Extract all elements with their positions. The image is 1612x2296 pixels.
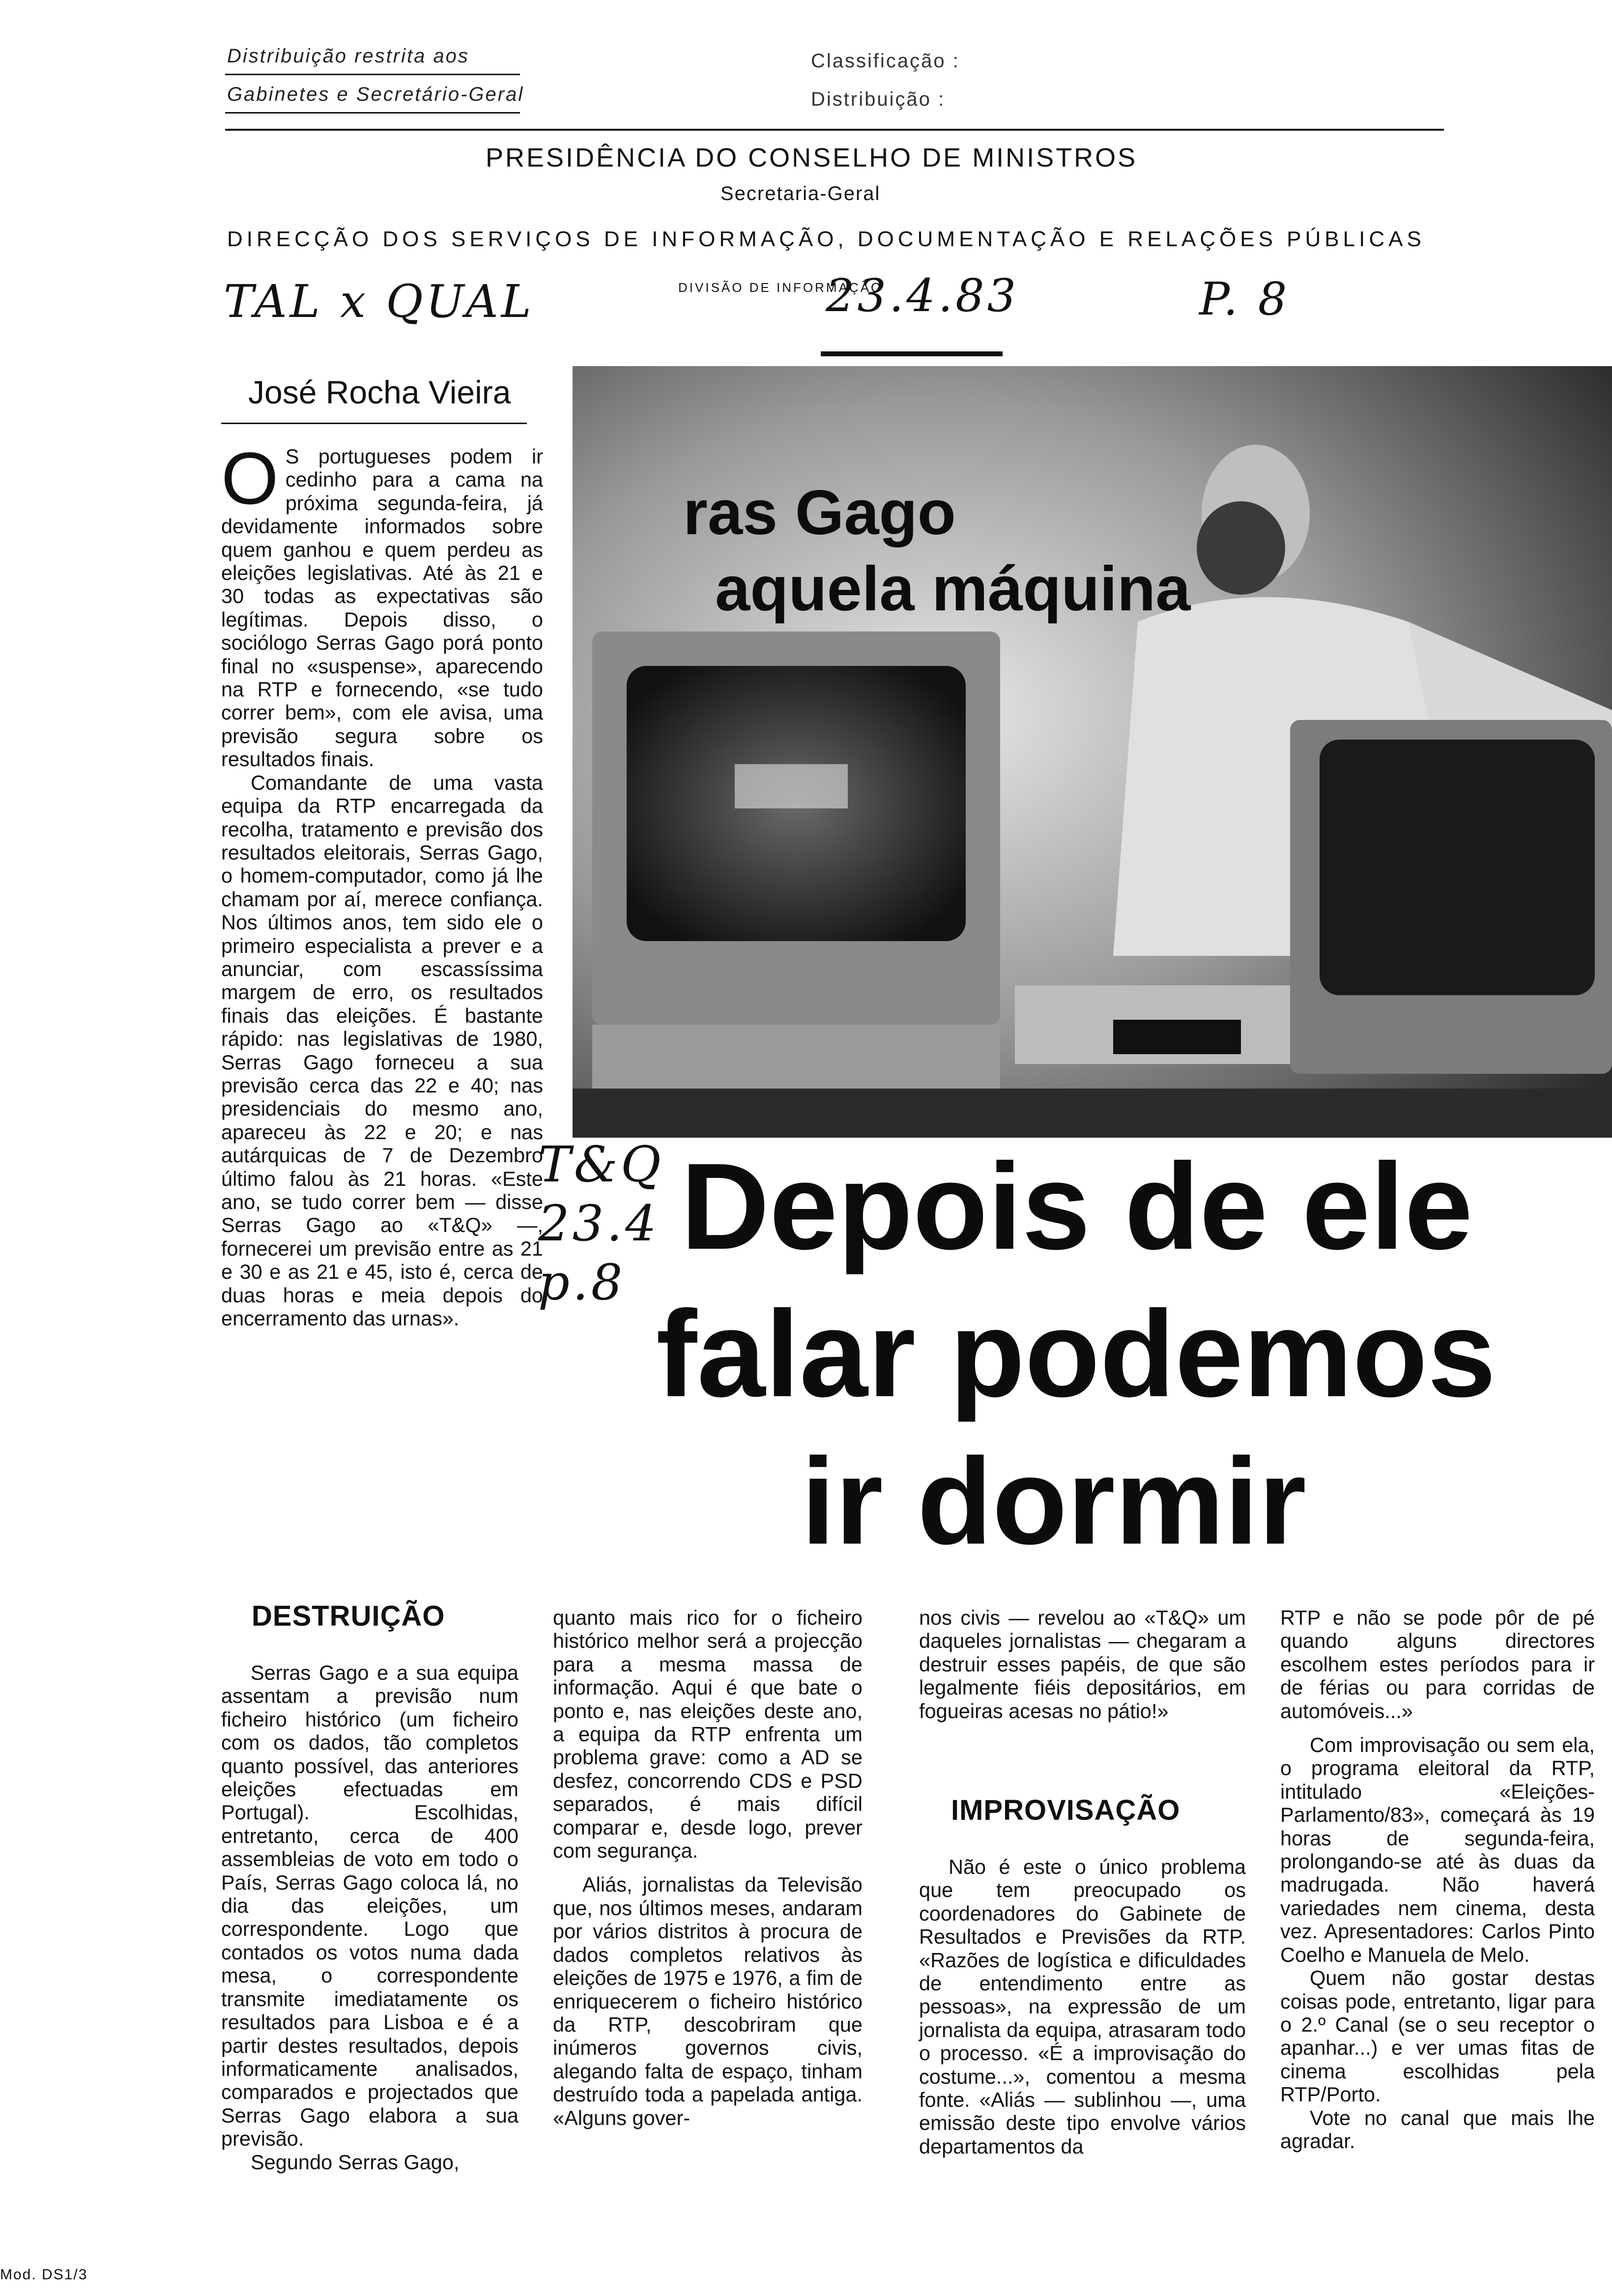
col4-paragraph-4: Vote no canal que mais lhe agradar. xyxy=(1280,2106,1595,2152)
headline-line-2: falar podemos xyxy=(656,1285,1496,1422)
handwritten-source: TAL x QUAL xyxy=(224,275,534,328)
photo-headline-line2: aquela máquina xyxy=(715,554,1191,624)
col1-paragraph-1: S portugueses podem ir cedinho para a cama na próxima segunda-feira, já devidamente informados sobre quem ganhou e quem perdeu as eleições legislativas. Até às 21 e 30 todas as expectativas são legítimas. Depois disso, o sociólogo Serras Gago porá ponto final no «suspense», aparecendo na RTP e fornecendo, «se tudo correr bem», com ele avisa, uma previsão segura sobre os resultados finais. xyxy=(221,445,543,771)
ministry-title: PRESIDÊNCIA DO CONSELHO DE MINISTROS xyxy=(486,143,1138,172)
col2-paragraph-2: Aliás, jornalistas da Televisão que, nos últimos meses, andaram por vários distritos à procura de dados completos relativos às eleições de 1975 e 1976, a fim de enriquecerem o ficheiro histórico da RTP, descobriram que inúmeros governos civis, alegando falta de espaço, tinham destruído toda a papelada antiga. «Alguns gover- xyxy=(553,1873,863,2129)
subhead-improvisacao: IMPROVISAÇÃO xyxy=(951,1794,1180,1826)
author-byline: José Rocha Vieira xyxy=(248,374,511,410)
article-column-1 xyxy=(221,437,543,1330)
article-photo xyxy=(573,366,1612,1138)
handwritten-date: 23.4.83 xyxy=(826,269,1019,322)
handwritten-date-underline xyxy=(821,351,1003,356)
handwritten-margin-note: T&Q 23.4 p.8 xyxy=(538,1136,664,1311)
col4-paragraph-1: RTP e não se pode pôr de pé quando alguns directores escolhem estes períodos para ir de férias ou para corridas de automóveis...» xyxy=(1280,1606,1595,1722)
classification-label: Classificação : xyxy=(811,50,960,72)
drop-cap: O xyxy=(221,437,279,519)
secretariat-label: Secretaria-Geral xyxy=(720,183,881,204)
article-column-1-continued xyxy=(221,1661,518,2174)
col3-paragraph-2: Não é este o único problema que tem preocupado os coordenadores do Gabinete de Resultados e Previsões da RTP. «Razões de logística e dificuldades de entendimento entre as pessoas», na expressão de um jornalista da equipa, atrasaram todo o processo. «É a improvisação do costume...», comentou a mesma fonte. «Aliás — sublinhou —, uma emissão deste tipo envolve vários departamentos da xyxy=(919,1855,1246,2158)
restricted-distribution-line1: Distribuição restrita aos xyxy=(227,45,469,67)
distribution-label: Distribuição : xyxy=(811,88,946,110)
col1-paragraph-3: Serras Gago e a sua equipa assentam a previsão num ficheiro histórico (um ficheiro com os dados, tão completos quanto possível, das anteriores eleições efectuadas em Portugal). Escolhidas, entretanto, cerca de 400 assembleias de voto em todo o País, Serras Gago coloca lá, no dia das eleições, um correspondente. Logo que contados os votos numa dada mesa, o correspondente transmite imediatamente os resultados para Lisboa e é a partir destes resultados, depois informaticamente analisados, comparados e projectados que Serras Gago elabora a sua previsão. xyxy=(221,1661,518,2151)
byline-rule xyxy=(221,423,527,424)
header-underline-1 xyxy=(225,74,520,75)
photo-headline-line1: ras Gago xyxy=(683,478,956,548)
restricted-distribution-line2: Gabinetes e Secretário-Geral xyxy=(227,84,524,105)
col3-paragraph-1: nos civis — revelou ao «T&Q» um daqueles jornalistas — chegaram a destruir esses papéis, de que são legalmente fiéis depositários, em fogueiras acesas no pátio!» xyxy=(919,1606,1246,1722)
article-column-2 xyxy=(553,1606,863,2129)
directorate-label: DIRECÇÃO DOS SERVIÇOS DE INFORMAÇÃO, DOCUMENTAÇÃO E RELAÇÕES PÚBLICAS xyxy=(227,227,1425,251)
division-label: DIVISÃO DE INFORMAÇÃO xyxy=(678,280,883,295)
article-column-4 xyxy=(1280,1606,1595,2152)
col4-paragraph-2: Com improvisação ou sem ela, o programa eleitoral da RTP, intitulado «Eleições-Parlamento/83», começará às 19 horas de segunda-feira, prolongando-se até às duas da madrugada. Não haverá variedades nem cinema, desta vez. Apresentadores: Carlos Pinto Coelho e Manuela de Melo. xyxy=(1280,1733,1595,1966)
headline-line-1: Depois de ele xyxy=(681,1138,1473,1275)
subhead-destruicao: DESTRUIÇÃO xyxy=(252,1600,445,1632)
col2-paragraph-1: quanto mais rico for o ficheiro histórico melhor será a projecção para a mesma massa de informação. Aqui é que bate o ponto e, nas eleições deste ano, a equipa da RTP enfrenta um problema grave: como a AD se desfez, concorrendo CDS e PSD separados, é mais difícil comparar e, desde logo, prever com segurança. xyxy=(553,1606,863,1863)
handwritten-page: P. 8 xyxy=(1199,273,1290,325)
header-underline-2 xyxy=(225,112,520,114)
col4-paragraph-3: Quem não gostar destas coisas pode, entretanto, ligar para o 2.º Canal (se o seu receptor o apanhar...) e ver umas fitas de cinema escolhidas pela RTP/Porto. xyxy=(1280,1966,1595,2106)
col1-paragraph-2: Comandante de uma vasta equipa da RTP encarregada da recolha, tratamento e previsão dos resultados eleitorais, Serras Gago, o homem-computador, como já lhe chamam por aí, merece confiança. Nos últimos anos, tem sido ele o primeiro especialista a prever e a anunciar, com escassíssima margem de erro, os resultados finais das eleições. É bastante rápido: nas legislativas de 1980, Serras Gago forneceu a sua previsão cerca das 22 e 40; nas presidenciais do mesmo ano, apareceu às 22 e 20; e nas autárquicas de 7 de Dezembro último falou às 21 horas. «Este ano, se tudo correr bem — disse Serras Gago ao «T&Q» —, fornecerei um previsão entre as 21 e 30 e as 21 e 45, isto é, cerca de duas horas e meia depois do encerramento das urnas». xyxy=(221,771,543,1330)
article-column-3 xyxy=(919,1606,1246,1722)
col1-paragraph-4: Segundo Serras Gago, xyxy=(251,2150,460,2174)
header-rule xyxy=(225,129,1444,131)
headline-line-3: ir dormir xyxy=(801,1433,1306,1570)
article-column-3-continued xyxy=(919,1855,1246,2158)
form-code: Mod. DS1/3 xyxy=(0,2267,88,2283)
